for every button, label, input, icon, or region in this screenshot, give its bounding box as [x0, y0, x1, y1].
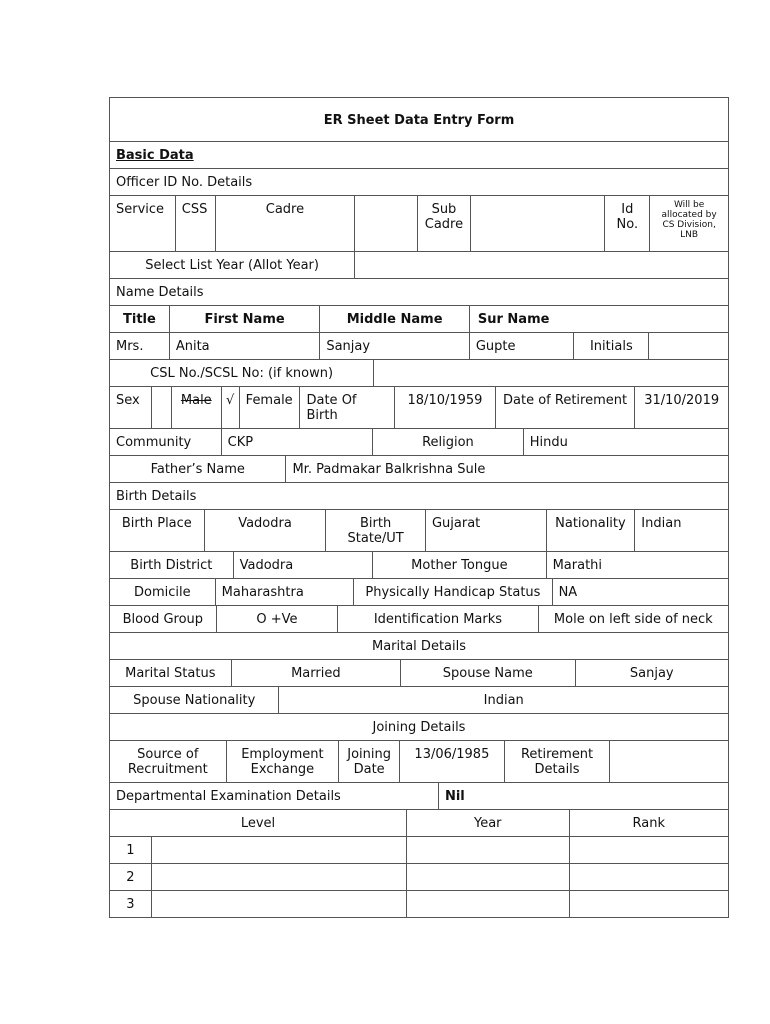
- dept-exam-row: [109, 783, 729, 810]
- sex-row: [109, 387, 729, 429]
- exam-header-row: [109, 810, 729, 837]
- initials-value[interactable]: [649, 333, 728, 359]
- father-value: Mr. Padmakar Balkrishna Sule: [292, 462, 486, 477]
- exam-level-cell[interactable]: [152, 891, 407, 917]
- select-list-label: Select List Year (Allot Year): [110, 252, 355, 278]
- dept-exam-value: Nil: [444, 789, 465, 804]
- service-row: [109, 196, 729, 252]
- blood-value: O +Ve: [217, 606, 339, 632]
- cadre-label: Cadre: [216, 196, 356, 251]
- exam-year-cell[interactable]: [407, 891, 569, 917]
- dor-value: 31/10/2019: [644, 393, 720, 408]
- exchange-label: Employment Exchange: [227, 741, 340, 782]
- retirement-label: Retirement Details: [505, 741, 611, 782]
- officer-id-label: Officer ID No. Details: [116, 175, 253, 190]
- first-name-header: First Name: [170, 306, 321, 332]
- exam-year-cell[interactable]: [407, 837, 569, 863]
- tongue-label: Mother Tongue: [373, 552, 546, 578]
- joining-date-label: Joining Date: [339, 741, 400, 782]
- community-value: CKP: [222, 429, 374, 455]
- tongue-value: Marathi: [552, 558, 603, 573]
- dor-label: Date of Retirement: [496, 387, 636, 428]
- community-row: [109, 429, 729, 456]
- blood-label: Blood Group: [110, 606, 217, 632]
- name-details-row: [109, 279, 729, 306]
- birth-details-label: Birth Details: [116, 489, 197, 504]
- basic-data-heading: Basic Data: [116, 148, 194, 163]
- joining-row: [109, 741, 729, 783]
- title-value: Mrs.: [110, 333, 170, 359]
- dob-value: 18/10/1959: [395, 387, 496, 428]
- joining-date-value: 13/06/1985: [400, 741, 505, 782]
- year-header: Year: [407, 810, 569, 836]
- exam-level-cell[interactable]: [152, 837, 407, 863]
- cadre-value[interactable]: [355, 196, 418, 251]
- csl-row: [109, 360, 729, 387]
- spouse-value: Sanjay: [629, 666, 674, 681]
- officer-id-row: [109, 169, 729, 196]
- female-option: Female: [240, 387, 301, 428]
- name-headers-row: [109, 306, 729, 333]
- handicap-value: NA: [558, 585, 578, 600]
- csl-value[interactable]: [374, 360, 728, 386]
- father-label: Father’s Name: [110, 456, 286, 482]
- dob-label: Date Of Birth: [300, 387, 395, 428]
- religion-value: Hindu: [529, 435, 568, 450]
- marital-row: [109, 660, 729, 687]
- exam-level-cell[interactable]: [152, 864, 407, 890]
- birth-state-value: Gujarat: [426, 510, 547, 551]
- id-no-label: Id No.: [605, 196, 650, 251]
- title-header: Title: [110, 306, 170, 332]
- exam-rank-cell[interactable]: [570, 891, 728, 917]
- middle-name-header: Middle Name: [320, 306, 470, 332]
- sex-blank: [152, 387, 172, 428]
- birth-place-value: Vadodra: [205, 510, 327, 551]
- retirement-value[interactable]: [610, 741, 728, 782]
- exam-rank-cell[interactable]: [570, 864, 728, 890]
- religion-label: Religion: [373, 429, 524, 455]
- sur-name-header: Sur Name: [477, 312, 550, 327]
- service-value: CSS: [176, 196, 216, 251]
- domicile-label: Domicile: [110, 579, 216, 605]
- initials-label: Initials: [574, 333, 649, 359]
- exam-year-cell[interactable]: [407, 864, 569, 890]
- joining-details-label: Joining Details: [372, 720, 466, 735]
- exam-row: [109, 864, 729, 891]
- handicap-label: Physically Handicap Status: [354, 579, 552, 605]
- name-details-label: Name Details: [116, 285, 204, 300]
- male-option: Male: [172, 387, 222, 428]
- rank-header: Rank: [632, 816, 665, 831]
- marital-label: Marital Status: [110, 660, 232, 686]
- marital-details-row: [109, 633, 729, 660]
- first-name-value: Anita: [170, 333, 320, 359]
- csl-label: CSL No./SCSL No: (if known): [110, 360, 374, 386]
- exam-row-number: 3: [110, 891, 152, 917]
- sub-cadre-label: Sub Cadre: [418, 196, 471, 251]
- service-label: Service: [110, 196, 176, 251]
- exam-row: [109, 837, 729, 864]
- exam-row: [109, 891, 729, 918]
- father-row: [109, 456, 729, 483]
- select-list-value[interactable]: [355, 252, 728, 278]
- district-value: Vadodra: [234, 552, 374, 578]
- marital-details-label: Marital Details: [371, 639, 466, 654]
- blood-row: [109, 606, 729, 633]
- dept-exam-label: Departmental Examination Details: [110, 783, 439, 809]
- spouse-nat-value: Indian: [483, 693, 524, 708]
- female-check: √: [222, 387, 240, 428]
- level-header: Level: [110, 810, 407, 836]
- name-values-row: [109, 333, 729, 360]
- select-list-row: [109, 252, 729, 279]
- marks-value: Mole on left side of neck: [553, 612, 713, 627]
- source-label: Source of Recruitment: [110, 741, 227, 782]
- exam-row-number: 1: [110, 837, 152, 863]
- sub-cadre-value[interactable]: [471, 196, 606, 251]
- marks-label: Identification Marks: [338, 606, 538, 632]
- domicile-row: [109, 579, 729, 606]
- birth-details-row: [109, 483, 729, 510]
- title-row: [109, 97, 729, 142]
- form-title: ER Sheet Data Entry Form: [323, 113, 515, 128]
- birth-place-label: Birth Place: [110, 510, 205, 551]
- spouse-nat-row: [109, 687, 729, 714]
- id-note: Will be allocated by CS Division, LNB: [661, 200, 717, 240]
- birth-place-row: [109, 510, 729, 552]
- sex-label: Sex: [110, 387, 152, 428]
- community-label: Community: [110, 429, 222, 455]
- er-sheet-form: [109, 97, 729, 918]
- joining-details-row: [109, 714, 729, 741]
- domicile-value: Maharashtra: [216, 579, 355, 605]
- spouse-nat-label: Spouse Nationality: [110, 687, 279, 713]
- marital-value: Married: [232, 660, 401, 686]
- district-label: Birth District: [110, 552, 234, 578]
- birth-state-label: Birth State/UT: [326, 510, 426, 551]
- nationality-value: Indian: [641, 516, 682, 531]
- exam-row-number: 2: [110, 864, 152, 890]
- district-row: [109, 552, 729, 579]
- middle-name-value: Sanjay: [320, 333, 470, 359]
- exam-rank-cell[interactable]: [570, 837, 728, 863]
- sur-name-value: Gupte: [470, 333, 575, 359]
- nationality-label: Nationality: [547, 510, 636, 551]
- basic-data-row: [109, 142, 729, 169]
- spouse-label: Spouse Name: [401, 660, 575, 686]
